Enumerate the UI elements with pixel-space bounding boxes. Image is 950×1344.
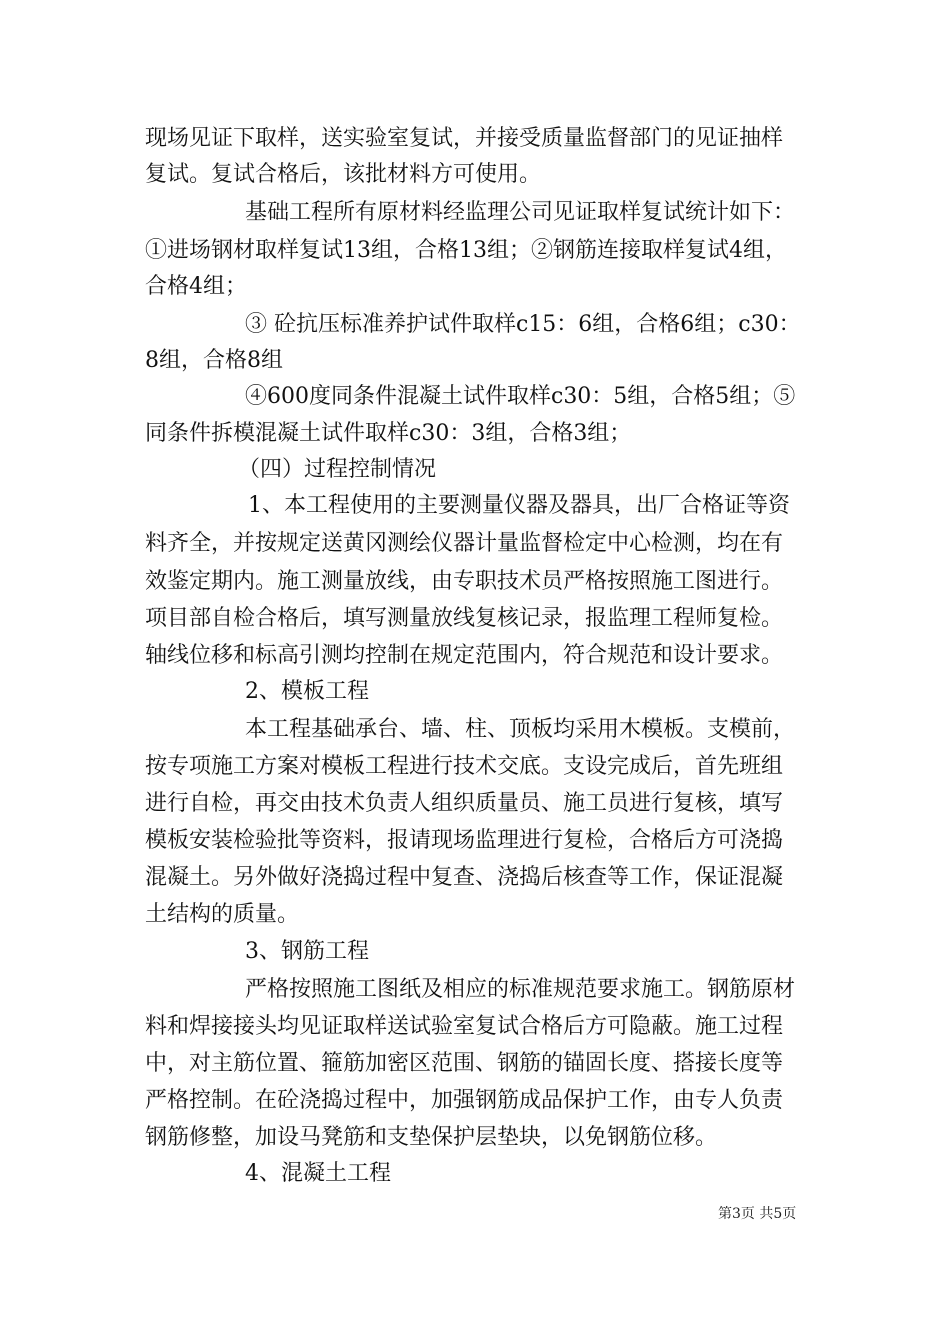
subsection-heading: 2、模板工程	[245, 679, 369, 704]
text-line: ①进场钢材取样复试13组，合格13组；②钢筋连接取样复试4组，	[145, 238, 787, 263]
text-line: 土结构的质量。	[145, 902, 300, 927]
text-line: 中，对主筋位置、箍筋加密区范围、钢筋的锚固长度、搭接长度等	[145, 1051, 784, 1076]
subsection-heading: 4、混凝土工程	[245, 1161, 391, 1186]
text-line: 1、本工程使用的主要测量仪器及器具，出厂合格证等资	[248, 493, 790, 518]
text-line: 严格控制。在砼浇捣过程中，加强钢筋成品保护工作，由专人负责	[145, 1088, 784, 1113]
text-line: ③ 砼抗压标准养护试件取样c15：6组，合格6组；c30：	[245, 312, 801, 337]
text-line: 现场见证下取样，送实验室复试，并接受质量监督部门的见证抽样	[145, 126, 784, 151]
text-line: ④600度同条件混凝土试件取样c30：5组，合格5组；⑤	[245, 384, 796, 409]
text-line: 效鉴定期内。施工测量放线，由专职技术员严格按照施工图进行。	[145, 569, 784, 594]
text-line: 项目部自检合格后，填写测量放线复核记录，报监理工程师复检。	[145, 606, 784, 631]
text-line: 模板安装检验批等资料，报请现场监理进行复检，合格后方可浇捣	[145, 828, 784, 853]
text-line: 按专项施工方案对模板工程进行技术交底。支设完成后，首先班组	[145, 754, 784, 779]
text-line: 钢筋修整，加设马凳筋和支垫保护层垫块，以免钢筋位移。	[145, 1125, 718, 1150]
text-line: 同条件拆模混凝土试件取样c30：3组，合格3组；	[145, 421, 632, 446]
text-line: 轴线位移和标高引测均控制在规定范围内，符合规范和设计要求。	[145, 643, 784, 668]
text-line: 8组，合格8组	[145, 348, 283, 373]
text-line: 基础工程所有原材料经监理公司见证取样复试统计如下：	[245, 200, 796, 225]
text-line: 料和焊接接头均见证取样送试验室复试合格后方可隐蔽。施工过程	[145, 1014, 784, 1039]
text-line: 混凝土。另外做好浇捣过程中复查、浇捣后核查等工作，保证混凝	[145, 865, 784, 890]
page-number-footer: 第3页 共5页	[718, 1206, 797, 1222]
text-line: 严格按照施工图纸及相应的标准规范要求施工。钢筋原材	[245, 977, 796, 1002]
text-line: 进行自检，再交由技术负责人组织质量员、施工员进行复核，填写	[145, 791, 784, 816]
section-heading: （四）过程控制情况	[238, 457, 437, 482]
text-line: 合格4组；	[145, 274, 247, 299]
text-line: 复试。复试合格后，该批材料方可使用。	[145, 162, 542, 187]
text-line: 料齐全，并按规定送黄冈测绘仪器计量监督检定中心检测，均在有	[145, 531, 784, 556]
text-line: 本工程基础承台、墙、柱、顶板均采用木模板。支模前，	[245, 717, 796, 742]
subsection-heading: 3、钢筋工程	[245, 939, 369, 964]
